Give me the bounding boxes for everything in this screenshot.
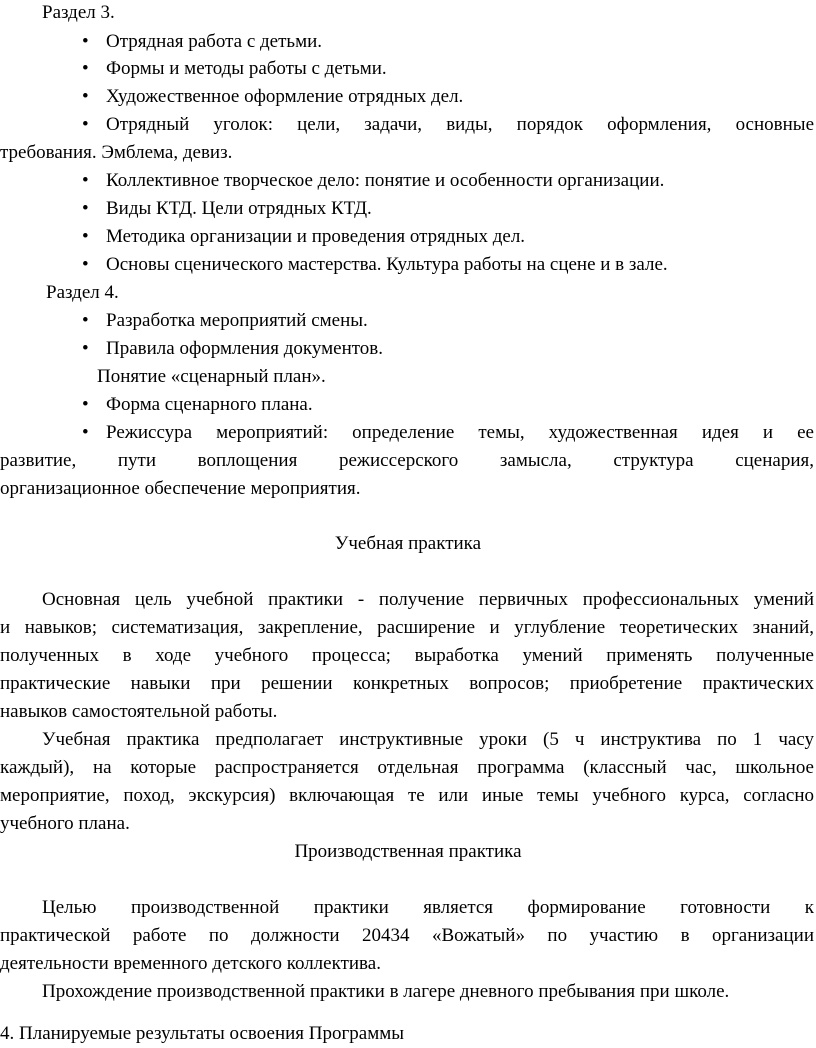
paragraph-line: практические навыки при решении конкретных вопросов; приобретение практических: [0, 673, 814, 694]
paragraph-line: и навыков; систематизация, закрепление, расширение и углубление теоретических знаний,: [0, 617, 814, 638]
list-item-continuation: требования. Эмблема, девиз.: [0, 142, 233, 163]
list-item-continuation: организационное обеспечение мероприятия.: [0, 478, 361, 499]
paragraph-line: практической работе по должности 20434 «Вожатый» по участию в организации: [0, 925, 814, 946]
section-4-title: Раздел 4.: [46, 282, 119, 303]
paragraph-line: учебного плана.: [0, 813, 130, 834]
paragraph-line: Целью производственной практики является формирование готовности к: [42, 897, 814, 918]
paragraph-line: навыков самостоятельной работы.: [0, 701, 278, 722]
paragraph-line: мероприятие, поход, экскурсия) включающая те или иные темы учебного курса, согласно: [0, 785, 814, 806]
study-practice-heading: Учебная практика: [334, 533, 482, 554]
paragraph-line: Учебная практика предполагает инструктивные уроки (5 ч инструктива по 1 часу: [42, 729, 814, 750]
section-3-title: Раздел 3.: [42, 2, 115, 23]
plain-line: Понятие «сценарный план».: [97, 366, 326, 387]
list-item-continuation: развитие, пути воплощения режиссерского замысла, структура сценария,: [0, 450, 814, 471]
next-section-title: 4. Планируемые результаты освоения Программы: [0, 1023, 405, 1044]
paragraph-line: каждый), на которые распространяется отдельная программа (классный час, школьное: [0, 757, 814, 778]
production-practice-heading: Производственная практика: [294, 841, 522, 862]
paragraph-line: полученных в ходе учебного процесса; выработка умений применять полученные: [0, 645, 814, 666]
paragraph-line: Прохождение производственной практики в лагере дневного пребывания при школе.: [42, 981, 730, 1002]
paragraph-line: Основная цель учебной практики - получение первичных профессиональных умений: [42, 589, 814, 610]
paragraph-line: деятельности временного детского коллектива.: [0, 953, 381, 974]
